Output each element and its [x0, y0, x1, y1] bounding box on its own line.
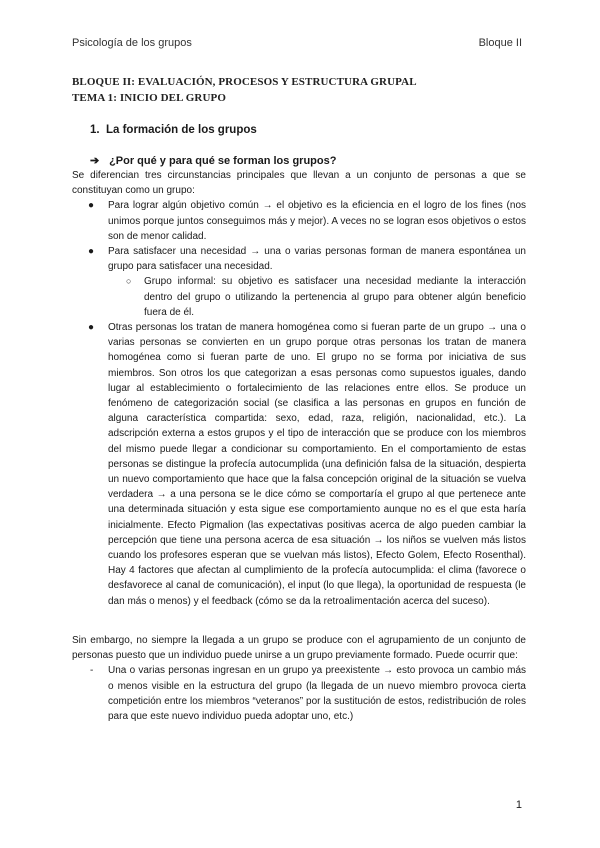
intro-paragraph: Se diferencian tres circunstancias principales que llevan a un conjunto de personas a que se constituyan como un grupo: [72, 170, 526, 197]
bullet-icon: ● [88, 322, 95, 334]
dash-list [72, 663, 526, 724]
list-item [72, 320, 526, 609]
header-left: Psicología de los grupos [72, 37, 192, 49]
sub-list-item-text: Grupo informal: su objetivo es satisfacer una necesidad mediante la interacción dentro del grupo o utilizando la pertenencia al grupo para obtener algún beneficio fuera de él. [144, 276, 526, 318]
paragraph-2: Sin embargo, no siempre la llegada a un grupo se produce con el agrupamiento de un conjunto de personas puesto que un individuo puede unirse a un grupo previamente formado. Puede ocurrir que: [72, 635, 526, 662]
bullet-icon: ● [88, 246, 95, 258]
bullet-icon: ● [88, 200, 95, 212]
list-item-text: Para satisfacer una necesidad → una o varias personas forman de manera espontánea un grupo para satisfacer una necesidad. [108, 246, 526, 273]
list-item [72, 244, 526, 274]
list-item [72, 663, 526, 724]
subsection-title: ¿Por qué y para qué se forman los grupos? [109, 155, 337, 167]
topic-title: TEMA 1: INICIO DEL GRUPO [72, 92, 226, 104]
list-item-text: Otras personas los tratan de manera homogénea como si fueran parte de un grupo → una o varias personas se convierten en un grupo porque otras personas los tratan de manera homogénea como si fueran parte de uno. El grupo no se forma por iniciativa de sus miembros. Son otros los que categorizan a esas personas como supuestos iguales, dando lugar al establecimiento o fortalecimiento de las relaciones entre ellos. Se produce un fenómeno de categorización social (se clasifica a las personas en grupos en función de alguna característica compartida: sexo, edad, raza, religión, nacionalidad, etc.). La adscripción externa a estos grupos y el tipo de interacción que se produce con los miembros del mismo puede llegar a condicionar su comportamiento. En el comportamiento de estas personas se distingue la profecía autocumplida (una definición falsa de la situación, despierta un nuevo comportamiento que hace que la falsa concepción original de la situación se vuelva verdadera → a una persona se le dice cómo se comportaría el grupo al que pertenece ante una determinada situación y esta sigue ese comportamiento aunque no es el que esta haría inicialmente. Efecto Pigmalion (las expectativas positivas acerca de algo pueden cambiar la percepción que tiene una persona acerca de esa situación → los niños se vuelven más listos cuando los profesores esperan que se vuelvan más listos), Efecto Golem, Efecto Rosenthal). Hay 4 factores que afectan al cumplimiento de la profecía autocumplida: el clima (favorece o desfavorece al canal de comunicación), el input (lo que llega), la oportunidad de respuesta (le dan más o menos) y el feedback (cómo se da la retroalimentación acerca del suceso). [108, 322, 526, 607]
dash-icon: - [90, 665, 94, 677]
body-content-2 [72, 633, 526, 724]
circle-bullet-icon: ○ [126, 276, 132, 287]
section-heading [90, 124, 257, 136]
sub-list-item [72, 274, 526, 320]
section-number: 1. [90, 124, 100, 136]
subsection-heading [90, 154, 336, 167]
arrow-icon: ➔ [90, 155, 100, 167]
bullet-list [72, 198, 526, 608]
block-title: BLOQUE II: EVALUACIÓN, PROCESOS Y ESTRUCTURA GRUPAL [72, 76, 417, 88]
list-item [72, 198, 526, 244]
page-number: 1 [515, 799, 522, 811]
header-right: Bloque II [478, 37, 522, 49]
dash-item-text: Una o varias personas ingresan en un grupo ya preexistente → esto provoca un cambio más o menos visible en la estructura del grupo (la llegada de un nuevo miembro provoca cierta competición entre los miembros “veteranos” por la sustitución de estos, redistribución de roles para que este nuevo individuo pueda adoptar uno, etc.) [108, 665, 526, 723]
section-title: La formación de los grupos [105, 124, 257, 136]
body-content [72, 168, 526, 609]
list-item-text: Para lograr algún objetivo común → el objetivo es la eficiencia en el logro de los fines (nos unimos porque juntos conseguimos más y mejor). A veces no se logran esos objetivos o estos son de menor calidad. [108, 200, 526, 242]
